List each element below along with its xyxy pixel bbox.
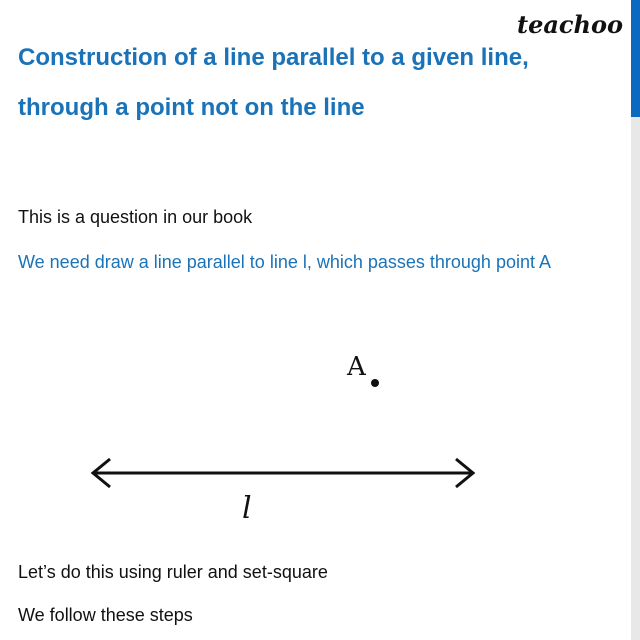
line-l-label: l — [242, 491, 252, 526]
steps-text: We follow these steps — [18, 605, 193, 625]
question-text: We need draw a line parallel to line l, which passes through point A — [18, 252, 551, 272]
method-text: Let’s do this using ruler and set-square — [18, 562, 328, 582]
page-title-line2: through a point not on the line — [18, 94, 365, 121]
intro-text: This is a question in our book — [18, 207, 253, 227]
point-a-label: A — [347, 352, 366, 382]
point-a — [371, 379, 379, 387]
page-title-line1: Construction of a line parallel to a given line, — [18, 44, 529, 71]
teachoo-logo: teachoo — [517, 10, 623, 39]
